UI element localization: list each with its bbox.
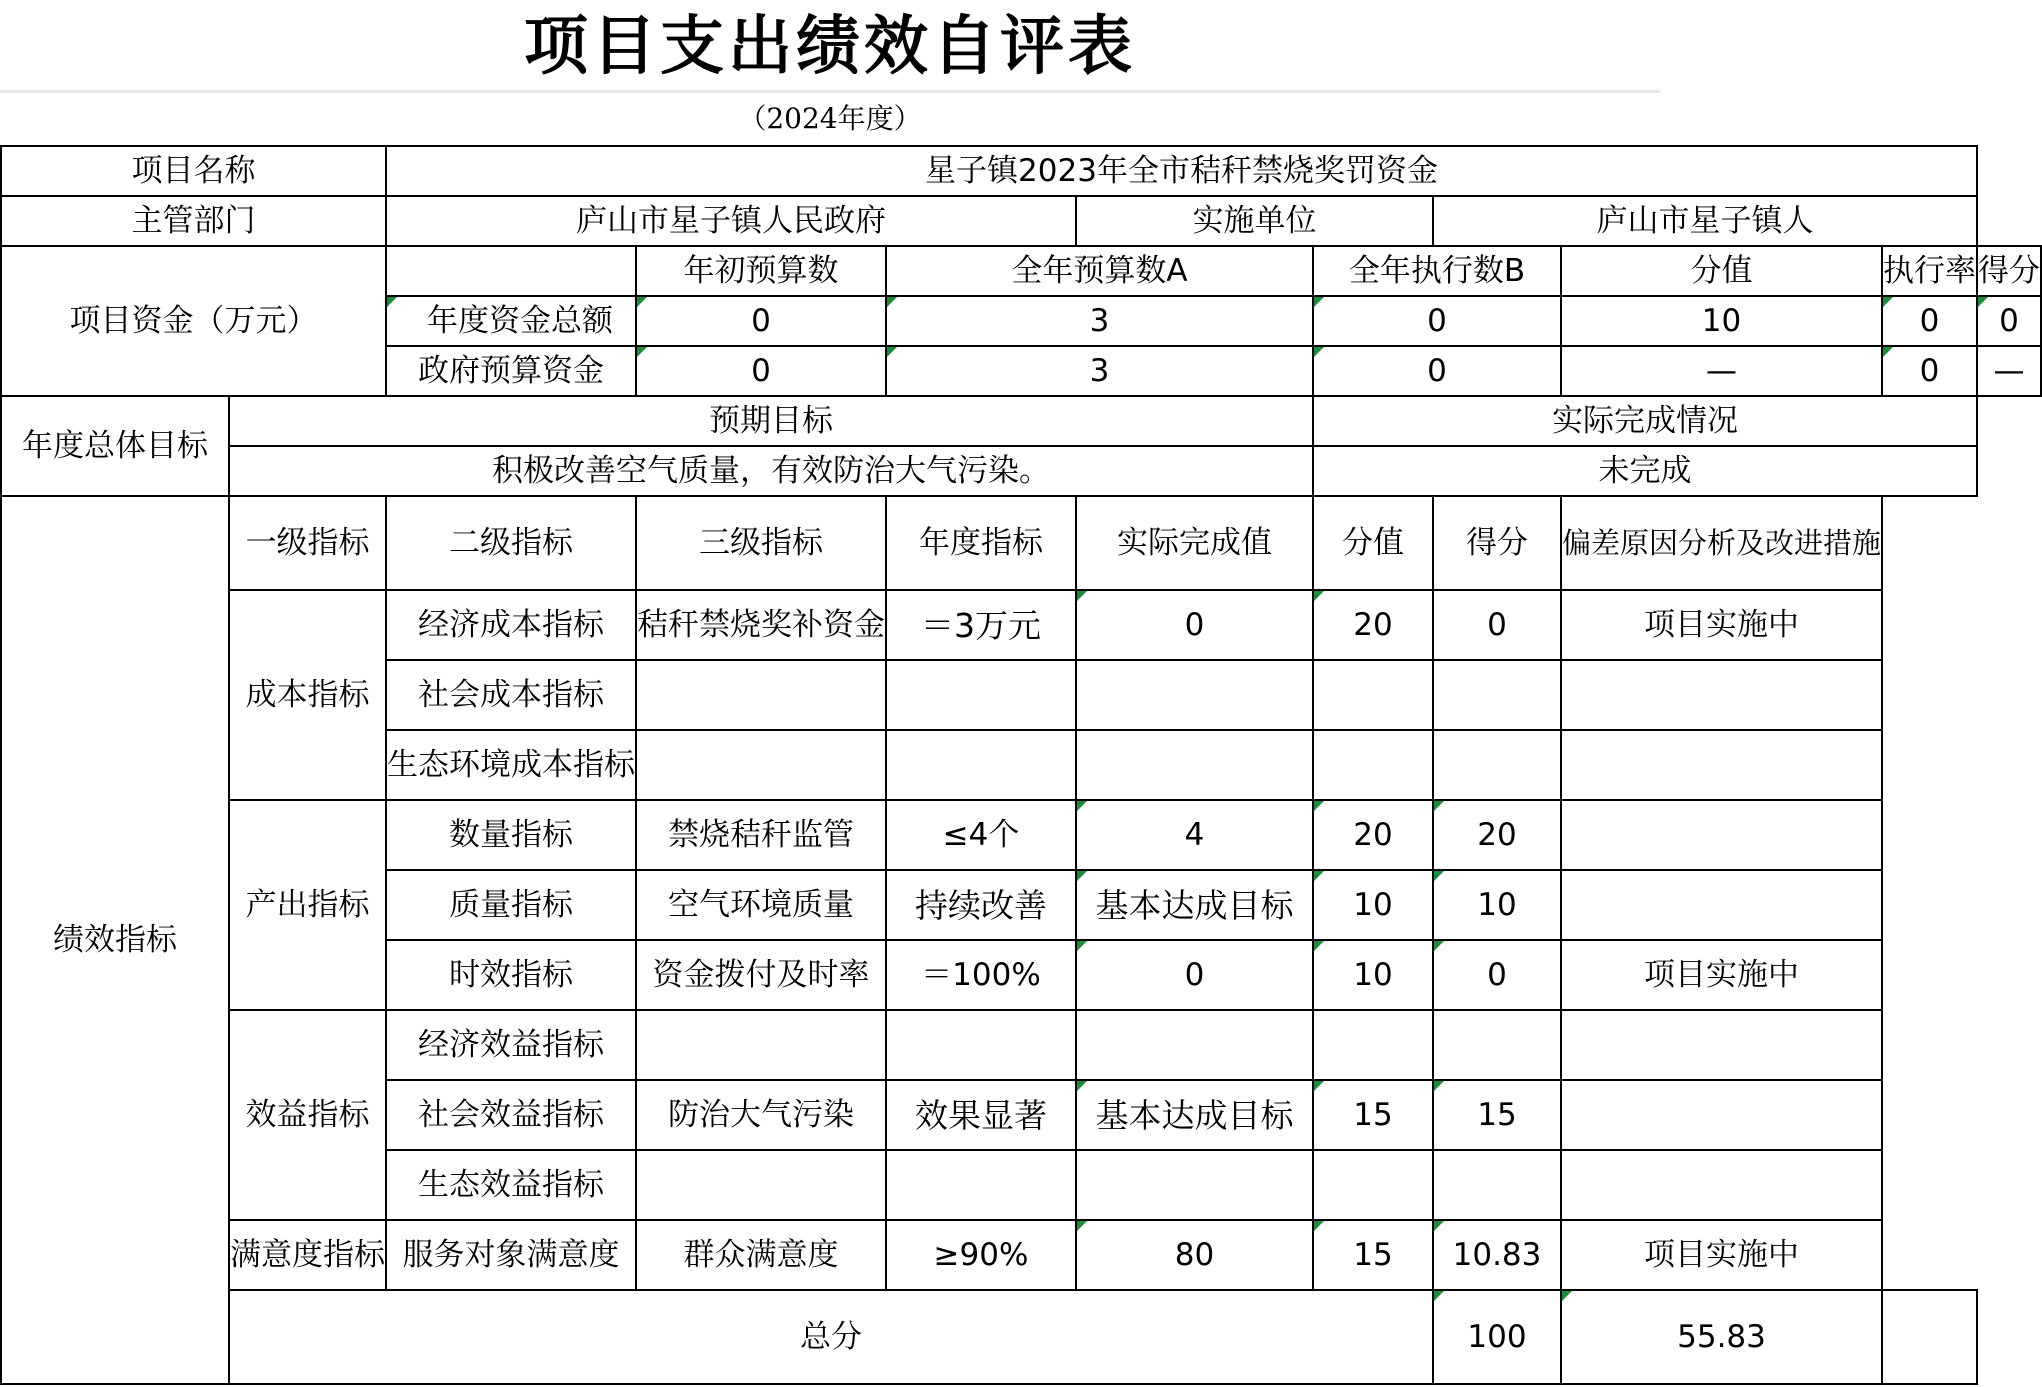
total-label: 总分	[229, 1290, 1433, 1384]
ind-level2: 生态环境成本指标	[386, 730, 636, 800]
ind-target[interactable]	[886, 660, 1076, 730]
impl-label: 实施单位	[1076, 196, 1433, 246]
ind-target[interactable]	[886, 730, 1076, 800]
ind-target[interactable]	[886, 1010, 1076, 1080]
ind-level3[interactable]: 群众满意度	[636, 1220, 886, 1290]
goals-expected[interactable]: 积极改善空气质量，有效防治大气污染。	[229, 446, 1313, 496]
ind-level3[interactable]: 秸秆禁烧奖补资金	[636, 590, 886, 660]
ind-actual[interactable]: 0	[1076, 940, 1313, 1010]
ind-level1: 成本指标	[229, 590, 386, 800]
funds-cell-weight[interactable]: 10	[1561, 296, 1882, 346]
funds-header-weight: 分值	[1561, 246, 1882, 296]
funds-cell-executed[interactable]: 0	[1313, 296, 1561, 346]
ind-level2: 服务对象满意度	[386, 1220, 636, 1290]
ind-weight[interactable]	[1313, 1010, 1433, 1080]
ind-weight[interactable]: 15	[1313, 1080, 1433, 1150]
ind-weight[interactable]	[1313, 1150, 1433, 1220]
ind-target[interactable]: 持续改善	[886, 870, 1076, 940]
ind-header-target: 年度指标	[886, 496, 1076, 590]
evaluation-table	[0, 145, 2042, 1385]
funds-cell-initial[interactable]: 0	[636, 346, 886, 396]
dept-value[interactable]: 庐山市星子镇人民政府	[386, 196, 1076, 246]
ind-score[interactable]	[1433, 1010, 1561, 1080]
ind-target[interactable]	[886, 1150, 1076, 1220]
total-reason[interactable]	[1882, 1290, 1977, 1384]
ind-level3[interactable]	[636, 730, 886, 800]
ind-level3[interactable]: 资金拨付及时率	[636, 940, 886, 1010]
ind-actual[interactable]: 4	[1076, 800, 1313, 870]
ind-score[interactable]	[1433, 660, 1561, 730]
ind-level3[interactable]: 防治大气污染	[636, 1080, 886, 1150]
ind-level2: 经济成本指标	[386, 590, 636, 660]
ind-weight[interactable]	[1313, 660, 1433, 730]
ind-weight[interactable]	[1313, 730, 1433, 800]
ind-actual[interactable]: 0	[1076, 590, 1313, 660]
ind-actual[interactable]	[1076, 730, 1313, 800]
ind-level2: 社会效益指标	[386, 1080, 636, 1150]
ind-level2: 时效指标	[386, 940, 636, 1010]
ind-weight[interactable]: 10	[1313, 940, 1433, 1010]
funds-cell-weight[interactable]: —	[1561, 346, 1882, 396]
funds-header-initial: 年初预算数	[636, 246, 886, 296]
ind-actual[interactable]	[1076, 660, 1313, 730]
goals-actual[interactable]: 未完成	[1313, 446, 1977, 496]
ind-reason[interactable]	[1561, 1150, 1882, 1220]
total-score[interactable]: 55.83	[1561, 1290, 1882, 1384]
ind-level3[interactable]	[636, 1150, 886, 1220]
ind-score[interactable]: 15	[1433, 1080, 1561, 1150]
ind-weight[interactable]: 15	[1313, 1220, 1433, 1290]
ind-actual[interactable]: 80	[1076, 1220, 1313, 1290]
ind-header-level1: 一级指标	[229, 496, 386, 590]
ind-level2: 质量指标	[386, 870, 636, 940]
ind-header-actual: 实际完成值	[1076, 496, 1313, 590]
ind-score[interactable]	[1433, 1150, 1561, 1220]
page-title: 项目支出绩效自评表	[524, 9, 1136, 84]
ind-score[interactable]: 10	[1433, 870, 1561, 940]
ind-header-score: 得分	[1433, 496, 1561, 590]
ind-score[interactable]	[1433, 730, 1561, 800]
ind-actual[interactable]: 基本达成目标	[1076, 870, 1313, 940]
ind-score[interactable]: 0	[1433, 940, 1561, 1010]
ind-level2: 社会成本指标	[386, 660, 636, 730]
ind-target[interactable]: ＝3万元	[886, 590, 1076, 660]
year-label: （2024年度）	[738, 102, 922, 135]
ind-level2: 生态效益指标	[386, 1150, 636, 1220]
ind-weight[interactable]: 10	[1313, 870, 1433, 940]
funds-row-name: 政府预算资金	[386, 346, 636, 396]
total-weight[interactable]: 100	[1433, 1290, 1561, 1384]
ind-level3[interactable]	[636, 660, 886, 730]
ind-target[interactable]: 效果显著	[886, 1080, 1076, 1150]
funds-label: 项目资金（万元）	[1, 246, 386, 396]
ind-target[interactable]: ＝100%	[886, 940, 1076, 1010]
funds-cell-rate[interactable]: 0	[1882, 296, 1977, 346]
ind-reason[interactable]	[1561, 1010, 1882, 1080]
ind-level3[interactable]: 禁烧秸秆监管	[636, 800, 886, 870]
funds-header-score: 得分	[1977, 246, 2041, 296]
funds-cell-annual[interactable]: 3	[886, 346, 1313, 396]
ind-actual[interactable]	[1076, 1010, 1313, 1080]
funds-row-name: 年度资金总额	[386, 296, 636, 346]
ind-actual[interactable]: 基本达成目标	[1076, 1080, 1313, 1150]
funds-header-annual: 全年预算数A	[886, 246, 1313, 296]
ind-actual[interactable]	[1076, 1150, 1313, 1220]
ind-reason[interactable]	[1561, 870, 1882, 940]
ind-reason[interactable]: 项目实施中	[1561, 1220, 1882, 1290]
funds-cell-executed[interactable]: 0	[1313, 346, 1561, 396]
ind-level2: 数量指标	[386, 800, 636, 870]
ind-reason[interactable]: 项目实施中	[1561, 590, 1882, 660]
goals-expected-label: 预期目标	[229, 396, 1313, 446]
ind-level1: 效益指标	[229, 1010, 386, 1220]
ind-score[interactable]: 20	[1433, 800, 1561, 870]
ind-reason[interactable]	[1561, 660, 1882, 730]
ind-header-reason: 偏差原因分析及改进措施	[1561, 496, 1882, 590]
impl-value[interactable]: 庐山市星子镇人	[1433, 196, 1977, 246]
ind-weight[interactable]: 20	[1313, 590, 1433, 660]
ind-header-weight: 分值	[1313, 496, 1433, 590]
funds-header-blank	[386, 246, 636, 296]
ind-level2: 经济效益指标	[386, 1010, 636, 1080]
funds-cell-rate[interactable]: 0	[1882, 346, 1977, 396]
project-name[interactable]: 星子镇2023年全市秸秆禁烧奖罚资金	[386, 146, 1977, 196]
funds-cell-score[interactable]: —	[1977, 346, 2041, 396]
funds-header-executed: 全年执行数B	[1313, 246, 1561, 296]
ind-score[interactable]: 10.83	[1433, 1220, 1561, 1290]
ind-header-level2: 二级指标	[386, 496, 636, 590]
ind-level3[interactable]: 空气环境质量	[636, 870, 886, 940]
indicators-section-label: 绩效指标	[1, 496, 229, 1384]
goals-label: 年度总体目标	[1, 396, 229, 496]
ind-reason[interactable]	[1561, 800, 1882, 870]
funds-cell-score[interactable]: 0	[1977, 296, 2041, 346]
ind-reason[interactable]	[1561, 1080, 1882, 1150]
ind-target[interactable]: ≥90%	[886, 1220, 1076, 1290]
dept-label: 主管部门	[1, 196, 386, 246]
ind-level3[interactable]	[636, 1010, 886, 1080]
ind-score[interactable]: 0	[1433, 590, 1561, 660]
funds-cell-initial[interactable]: 0	[636, 296, 886, 346]
funds-cell-annual[interactable]: 3	[886, 296, 1313, 346]
ind-level1: 满意度指标	[229, 1220, 386, 1290]
ind-weight[interactable]: 20	[1313, 800, 1433, 870]
ind-target[interactable]: ≤4个	[886, 800, 1076, 870]
ind-header-level3: 三级指标	[636, 496, 886, 590]
ind-reason[interactable]: 项目实施中	[1561, 940, 1882, 1010]
project-name-label: 项目名称	[1, 146, 386, 196]
ind-level1: 产出指标	[229, 800, 386, 1010]
ind-reason[interactable]	[1561, 730, 1882, 800]
funds-header-rate: 执行率	[1882, 246, 1977, 296]
goals-actual-label: 实际完成情况	[1313, 396, 1977, 446]
